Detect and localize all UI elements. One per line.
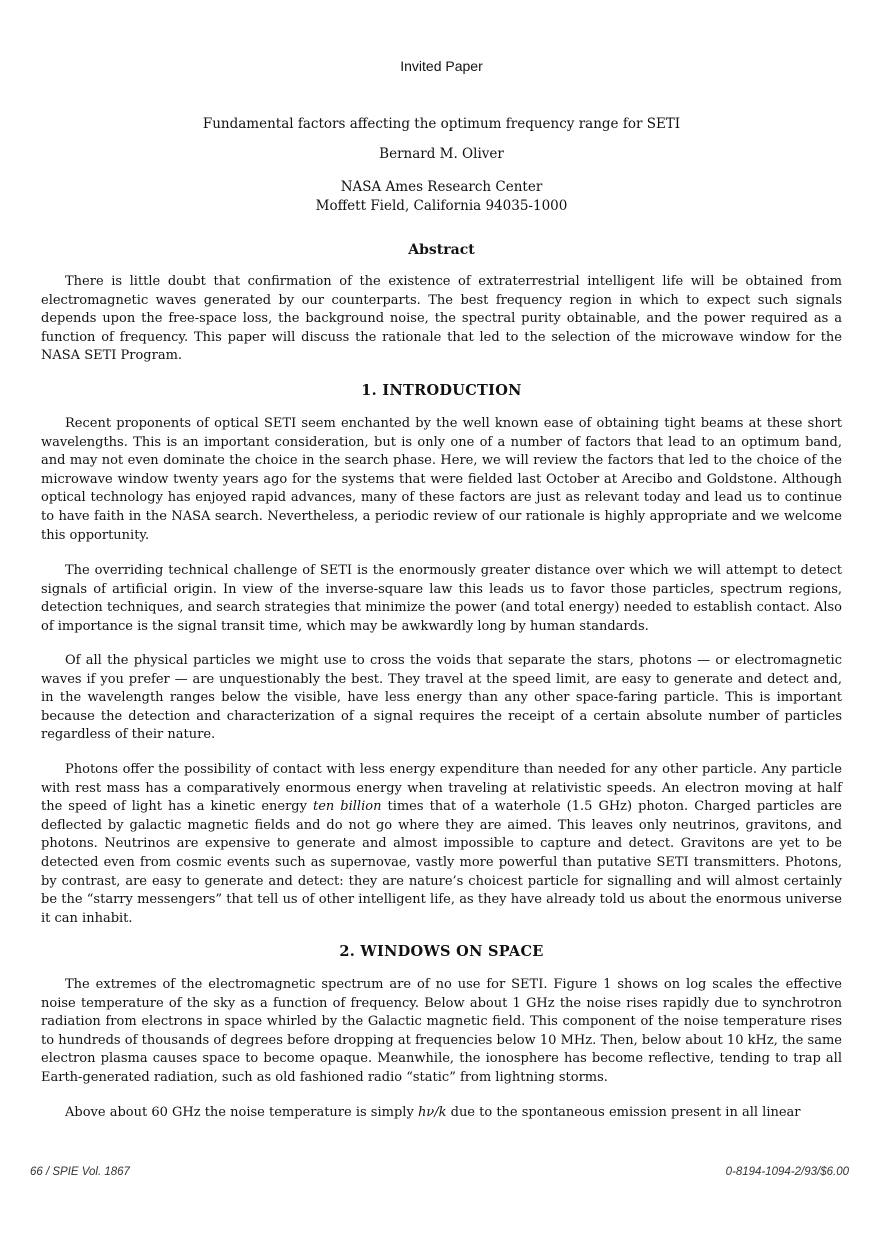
intro-paragraph-1: Recent proponents of optical SETI seem enchanted by the well known ease of obtaining tight beams at these short wavelengths. This is an important consideration, but is only one of a number of factors that lead to an optimum band, and may not even dominate the choice in the search phase. Here, we will review the factors that led to the choice of the microwave window twenty years ago for the systems that were fielded last October at Arecibo and Goldstone. Although optical technology has enjoyed rapid advances, many of these factors are just as relevant today and lead us to continue to have faith in the NASA search. Nevertheless, a periodic review of our rationale is highly appropriate and we welcome this opportunity. [41,416,842,543]
affiliation [0,178,883,216]
footer-isbn: 0-8194-1094-2/93/$6.00 [725,1166,849,1178]
intro-p4-before: Photons offer the possibility of contact with less energy expenditure than needed for any other particle. Any particle with rest mass has a comparatively enormous energy when traveling at relativistic speeds. An electron moving at half the speed of light has a kinetic energy [41,762,842,815]
windows-paragraph-1: The extremes of the electromagnetic spectrum are of no use for SETI. Figure 1 shows on log scales the effective noise temperature of the sky as a function of frequency. Below about 1 GHz the noise rises rapidly due to synchrotron radiation from electrons in space whirled by the Galactic magnetic field. This component of the noise temperature rises to hundreds of thousands of degrees before dropping at frequencies below 10 MHz. Then, below about 10 kHz, the same electron plasma causes space to become opaque. Meanwhile, the ionosphere has become reflective, tending to trap all Earth-generated radiation, such as old fashioned radio “static” from lightning storms. [41,977,842,1085]
paper-title: Fundamental factors affecting the optimum frequency range for SETI [202,116,681,132]
introduction-body-4 [41,761,842,928]
introduction-body-3 [41,652,842,745]
windows-p2-after: due to the spontaneous emission present in all linear [446,1105,801,1120]
windows-p2-before: Above about 60 GHz the noise temperature is simply [65,1105,418,1120]
intro-paragraph-4 [41,761,842,928]
section-heading-windows-on-space: 2. WINDOWS ON SPACE [339,943,544,960]
abstract-paragraph: There is little doubt that confirmation of the existence of extraterrestrial intelligent life will be obtained from electromagnetic waves generated by our counterparts. The best frequency region in which to expect such signals depends upon the free-space loss, the background noise, the spectral purity obtainable, and the power required as a function of frequency. This paper will discuss the rationale that led to the selection of the microwave window for the NASA SETI Program. [41,274,842,364]
intro-p4-after: times that of a waterhole (1.5 GHz) photon. Charged particles are deflected by galactic magnetic fields and do not go where they are aimed. This leaves only neutrinos, gravitons, and photons. Neutrinos are expensive to generate and almost impossible to capture and detect. Gravitons are yet to be detected even from cosmic events such as supernovae, vastly more powerful than putative SETI transmitters. Photons, by contrast, are easy to generate and detect: they are nature’s choicest particle for signalling and will almost certainly be the “starry messengers” that tell us of other intelligent life, as they have already told us about the enormous universe it can inhabit. [41,799,842,926]
windows-body-2 [41,1104,842,1123]
windows-p2-emphasis: hν/k [417,1105,447,1120]
affiliation-line-2: Moffett Field, California 94035-1000 [315,198,568,214]
section-heading-introduction: 1. INTRODUCTION [361,382,522,399]
intro-paragraph-2: The overriding technical challenge of SETI is the enormously greater distance over which we will attempt to detect signals of artificial origin. In view of the inverse-square law this leads us to favor those particles, spectrum regions, detection techniques, and search strategies that minimize the power (and total energy) needed to establish contact. Also of importance is the signal transit time, which may be awkwardly long by human standards. [41,563,842,634]
windows-body [41,976,842,1088]
footer-journal: 66 / SPIE Vol. 1867 [30,1166,130,1178]
introduction-body [41,415,842,545]
introduction-body-2 [41,562,842,636]
invited-paper-label: Invited Paper [400,58,483,74]
intro-paragraph-3: Of all the physical particles we might use to cross the voids that separate the stars, photons — or electromagnetic waves if you prefer — are unquestionably the best. They travel at the speed limit, are easy to generate and detect and, in the wavelength ranges below the visible, have less energy than any other space-faring particle. This is important because the detection and characterization of a signal requires the receipt of a certain absolute number of particles regardless of their nature. [41,653,842,743]
abstract-heading: Abstract [408,242,475,258]
abstract-body [41,273,842,366]
affiliation-line-1: NASA Ames Research Center [340,179,543,195]
author-name: Bernard M. Oliver [379,146,504,162]
windows-paragraph-2 [41,1104,842,1123]
intro-p4-emphasis: ten billion [312,799,382,815]
